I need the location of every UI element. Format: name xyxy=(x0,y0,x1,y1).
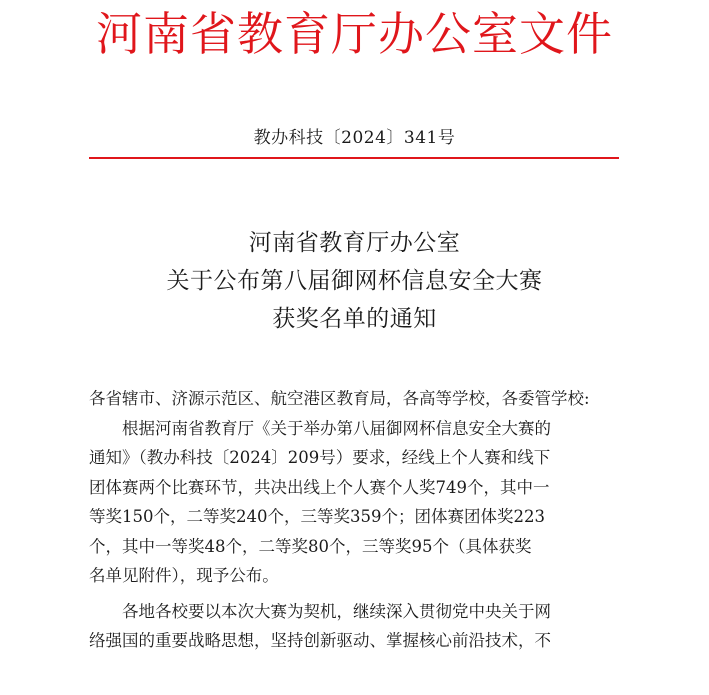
paragraph-1-line-6: 名单见附件），现予公布。 xyxy=(89,566,279,585)
header-divider xyxy=(89,157,619,159)
salutation: 各省辖市、济源示范区、航空港区教育局，各高等学校，各委管学校: xyxy=(89,389,590,408)
paragraph-1-line-1: 根据河南省教育厅《关于举办第八届御网杯信息安全大赛的 xyxy=(122,418,551,438)
paragraph-1-line-2: 通知》（教办科技〔2024〕209号）要求，经线上个人赛和线下 xyxy=(89,448,551,467)
paragraph-2-line-1: 各地各校要以本次大赛为契机，继续深入贯彻党中央关于网 xyxy=(122,601,551,621)
title-line-3: 获奖名单的通知 xyxy=(272,306,437,332)
paragraph-2 xyxy=(89,597,619,656)
issuer-masthead: 河南省教育厅办公室文件 xyxy=(96,7,613,61)
paragraph-1 xyxy=(89,414,619,591)
title-line-1: 河南省教育厅办公室 xyxy=(248,230,461,256)
title-line-2: 关于公布第八届御网杯信息安全大赛 xyxy=(166,268,543,294)
paragraph-1-line-5: 个，其中一等奖48个，二等奖80个，三等奖95个（具体获奖 xyxy=(89,536,532,556)
paragraph-1-line-3: 团体赛两个比赛环节，共决出线上个人赛个人奖749个，其中一 xyxy=(89,477,550,497)
paragraph-1-line-4: 等奖150个，二等奖240个，三等奖359个；团体赛团体奖223 xyxy=(89,507,545,526)
paragraph-2-line-2: 络强国的重要战略思想，坚持创新驱动、掌握核心前沿技术，不 xyxy=(89,631,551,650)
document-title xyxy=(0,224,709,338)
document-body xyxy=(89,384,619,656)
document-number: 教办科技〔2024〕341号 xyxy=(253,128,456,148)
